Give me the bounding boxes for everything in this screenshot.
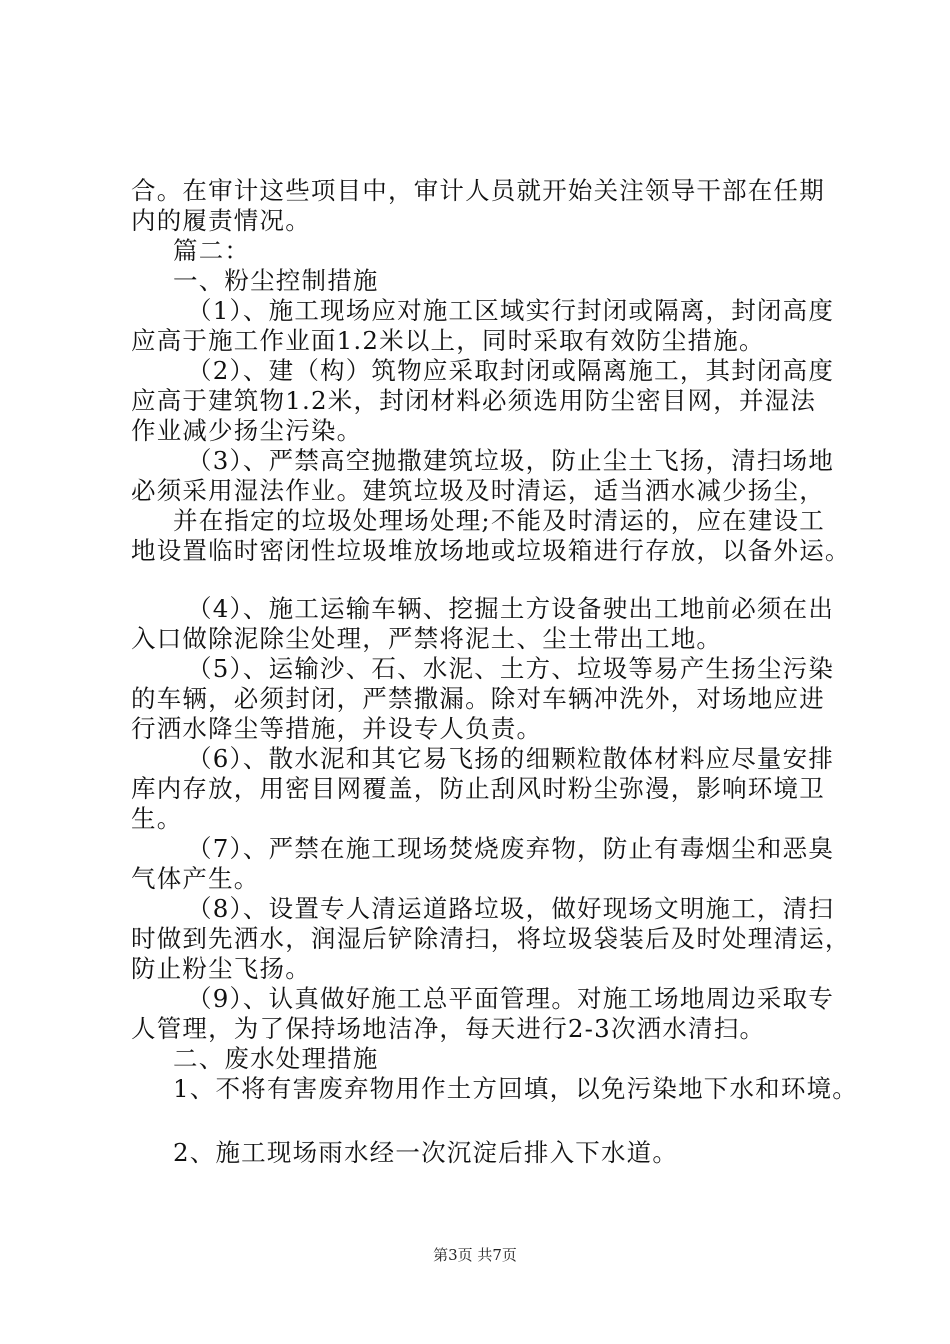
text-line: （5）、运输沙、石、水泥、土方、垃圾等易产生扬尘污染 bbox=[187, 654, 835, 683]
text-line: 生。 bbox=[131, 804, 183, 833]
text-line: 2、施工现场雨水经一次沉淀后排入下水道。 bbox=[173, 1138, 679, 1167]
text-line: 1、不将有害废弃物用作土方回填，以免污染地下水和环境。 bbox=[173, 1074, 858, 1103]
text-line: 应高于施工作业面1.2米以上，同时采取有效防尘措施。 bbox=[131, 326, 765, 355]
section-heading: 篇二： bbox=[173, 236, 251, 265]
page-footer bbox=[0, 1245, 950, 1265]
text-line: （4）、施工运输车辆、挖掘土方设备驶出工地前必须在出 bbox=[187, 594, 835, 623]
text-line: （3）、严禁高空抛撒建筑垃圾，防止尘土飞扬，清扫场地 bbox=[187, 446, 835, 475]
text-line: 入口做除泥除尘处理，严禁将泥土、尘土带出工地。 bbox=[131, 624, 723, 653]
text-line: 内的履责情况。 bbox=[131, 206, 311, 235]
document-body bbox=[131, 176, 858, 1168]
text-line: 合。在审计这些项目中，审计人员就开始关注领导干部在任期 bbox=[131, 176, 825, 205]
page-number: 第3页 共7页 bbox=[433, 1246, 517, 1264]
text-line: （7）、严禁在施工现场焚烧废弃物，防止有毒烟尘和恶臭 bbox=[187, 834, 835, 863]
text-line: 并在指定的垃圾处理场处理;不能及时清运的，应在建设工 bbox=[173, 506, 825, 535]
section-heading: 一、粉尘控制措施 bbox=[173, 266, 379, 295]
text-line: 人管理，为了保持场地洁净，每天进行2-3次洒水清扫。 bbox=[131, 1014, 766, 1043]
text-line: 防止粉尘飞扬。 bbox=[131, 954, 311, 983]
text-line: 行洒水降尘等措施，并设专人负责。 bbox=[131, 714, 543, 743]
text-line: 的车辆，必须封闭，严禁撒漏。除对车辆冲洗外，对场地应进 bbox=[131, 684, 825, 713]
text-line: 应高于建筑物1.2米，封闭材料必须选用防尘密目网，并湿法 bbox=[131, 386, 817, 415]
text-line: 必须采用湿法作业。建筑垃圾及时清运，适当洒水减少扬尘， bbox=[131, 476, 825, 505]
text-line: （6）、散水泥和其它易飞扬的细颗粒散体材料应尽量安排 bbox=[187, 744, 835, 773]
section-heading: 二、废水处理措施 bbox=[173, 1044, 379, 1073]
text-line: 时做到先洒水，润湿后铲除清扫，将垃圾袋装后及时处理清运， bbox=[131, 924, 851, 953]
text-line: （2）、建（构）筑物应采取封闭或隔离施工，其封闭高度 bbox=[187, 356, 835, 385]
text-line: （8）、设置专人清运道路垃圾，做好现场文明施工，清扫 bbox=[187, 894, 835, 923]
text-line: 气体产生。 bbox=[131, 864, 260, 893]
text-line: （9）、认真做好施工总平面管理。对施工场地周边采取专 bbox=[187, 984, 835, 1013]
text-line: 库内存放，用密目网覆盖，防止刮风时粉尘弥漫，影响环境卫 bbox=[131, 774, 825, 803]
text-line: 作业减少扬尘污染。 bbox=[131, 416, 363, 445]
text-line: （1）、施工现场应对施工区域实行封闭或隔离，封闭高度 bbox=[187, 296, 835, 325]
text-line: 地设置临时密闭性垃圾堆放场地或垃圾箱进行存放，以备外运。 bbox=[131, 536, 851, 565]
